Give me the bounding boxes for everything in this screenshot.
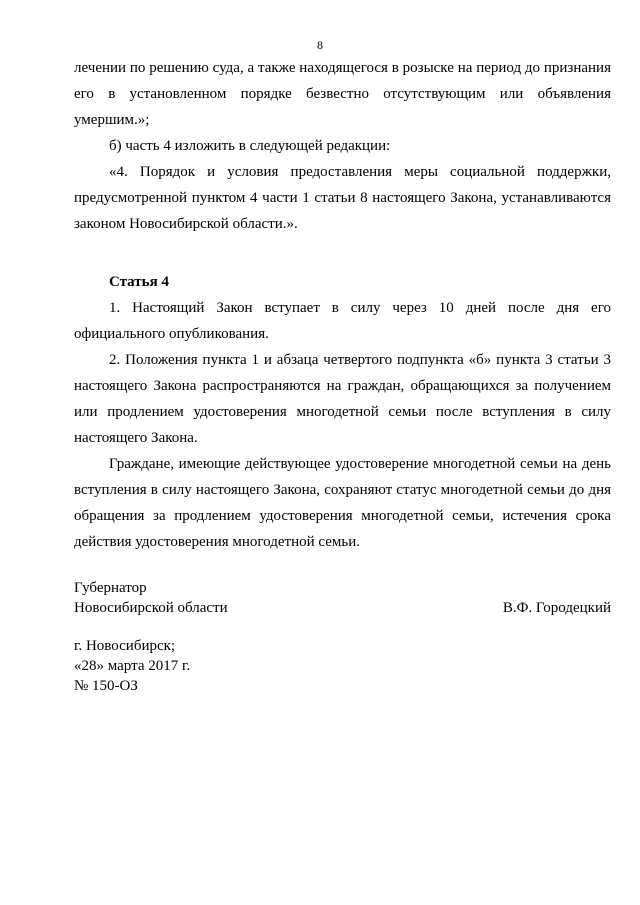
city: г. Новосибирск;	[74, 638, 176, 654]
paragraph-new-wording: «4. Порядок и условия предоставления меры социальной поддержки, предусмотренной пунктом 4 части 1 статьи 8 настоящего Закона, устанавливаются законом Новосибирской области.».	[74, 164, 611, 232]
article-title: Статья 4	[109, 274, 169, 290]
date: «28» марта 2017 г.	[74, 658, 191, 674]
signature-row	[74, 598, 611, 618]
paragraph-subpoint-b: б) часть 4 изложить в следующей редакции:	[109, 138, 391, 154]
signature-block	[74, 578, 611, 618]
paragraph-article4-point1: 1. Настоящий Закон вступает в силу через 10 дней после дня его официального опубликования.	[74, 300, 611, 342]
signatory-name: В.Ф. Городецкий	[502, 600, 611, 616]
paragraph-continuation: лечении по решению суда, а также находящегося в розыске на период до признания его в установленном порядке безвестно отсутствующим или объявления умершим.»;	[74, 60, 611, 128]
paragraph-article4-citizens: Граждане, имеющие действующее удостоверение многодетной семьи на день вступления в силу настоящего Закона, сохраняют статус многодетной семьи до дня обращения за продлением удостоверения многодетной семьи, истечения срока действия удостоверения многодетной семьи.	[74, 456, 611, 550]
place-date-block	[74, 636, 190, 696]
paragraph-article4-point2: 2. Положения пункта 1 и абзаца четвертого подпункта «б» пункта 3 статьи 3 настоящего Закона распространяются на граждан, обращающихся за получением или продлением удостоверения многодетной семьи после вступления в силу настоящего Закона.	[74, 352, 611, 446]
page-number: 8	[317, 38, 323, 52]
document-body	[74, 55, 611, 555]
law-number: № 150-ОЗ	[74, 678, 138, 694]
signatory-title-line2: Новосибирской области	[74, 600, 228, 616]
signatory-title-line1: Губернатор	[74, 580, 147, 596]
